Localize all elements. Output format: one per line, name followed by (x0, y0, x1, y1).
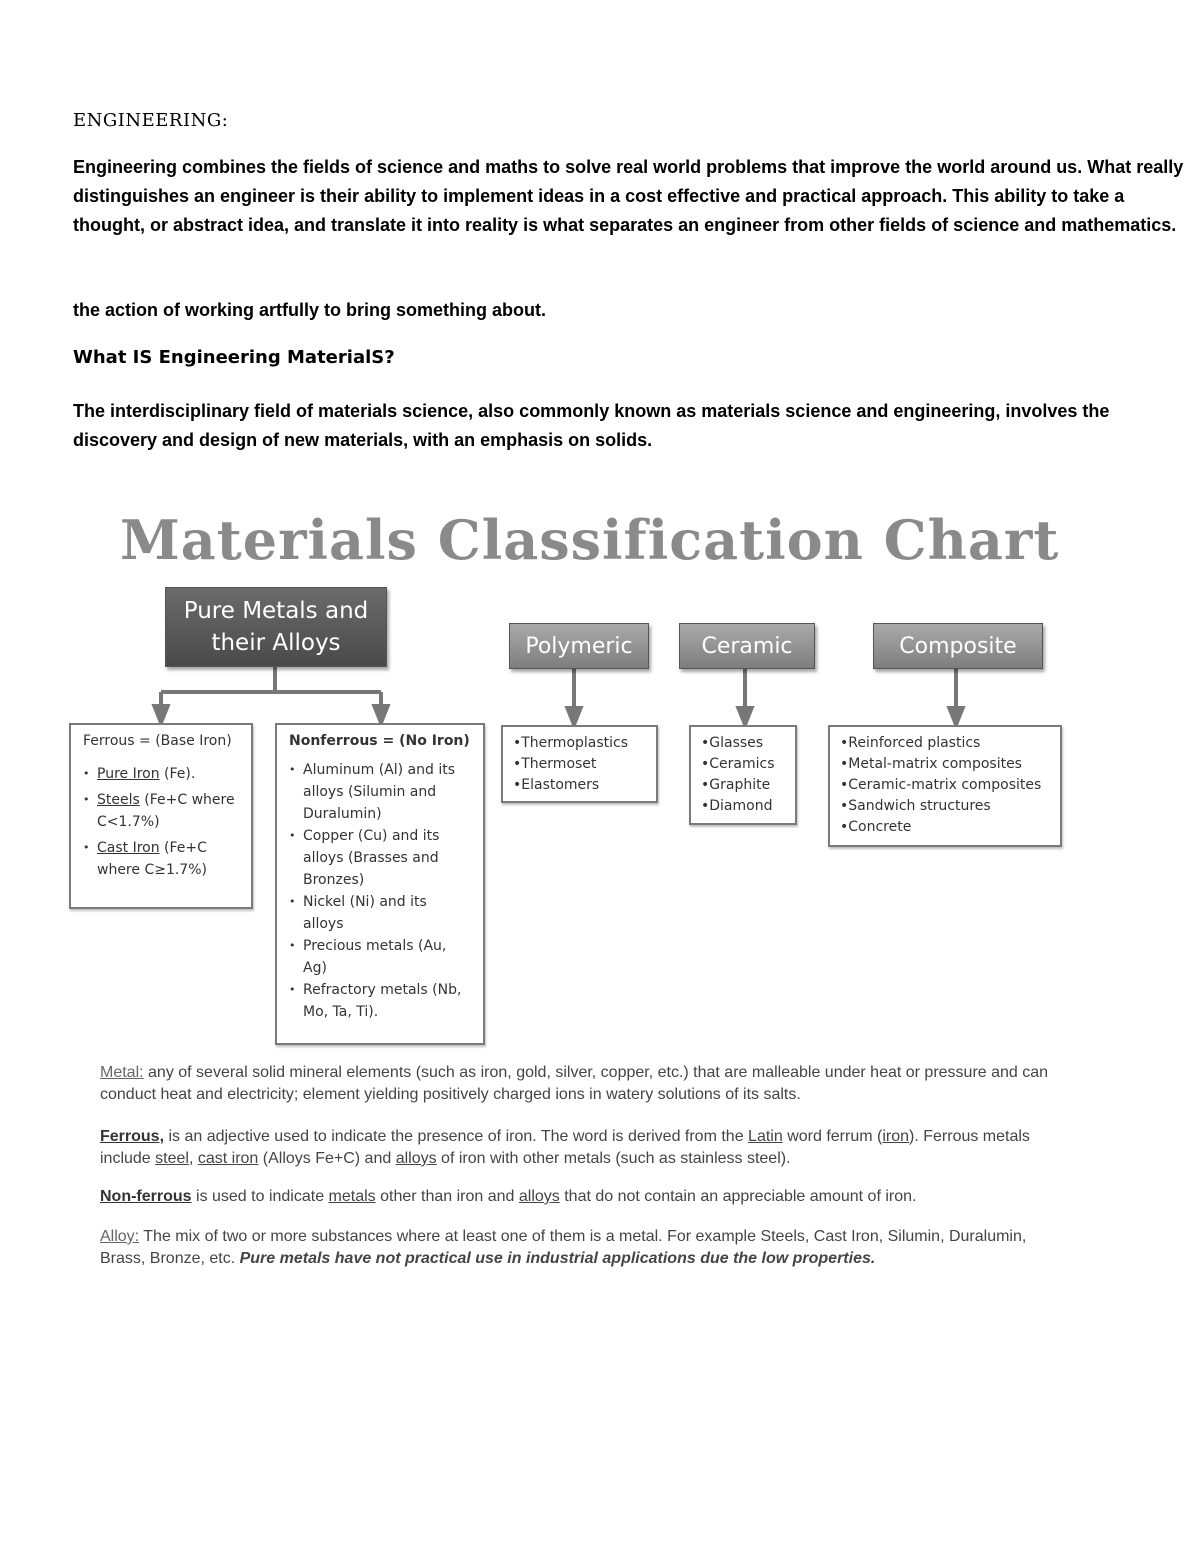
ceramic-category-box: Ceramic (679, 623, 815, 669)
list-item: • Nickel (Ni) and its alloys (289, 891, 471, 935)
list-item: •Thermoset (513, 756, 597, 772)
section-heading: What IS Engineering MaterialS? (73, 347, 395, 368)
list-item: •Ceramic-matrix composites (840, 777, 1042, 793)
list-item: •Sandwich structures (840, 798, 991, 814)
latin-link[interactable]: Latin (748, 1128, 783, 1145)
definition-text: word ferrum ( (782, 1128, 883, 1145)
page-title: ENGINEERING: (73, 110, 229, 131)
list-item-text: (Fe+C where C<1.7%) (97, 792, 235, 830)
list-item-text: (Fe). (159, 766, 196, 782)
steels-link[interactable]: Steels (97, 792, 140, 808)
text-fragment: science and (780, 401, 894, 421)
chart-title: Materials Classification Chart (120, 508, 1060, 572)
nonferrous-box (275, 723, 485, 1045)
list-item: • Aluminum (Al) and its alloys (Silumin and Duralumin) (289, 759, 471, 825)
definition-text: ). Ferrous metals include (100, 1128, 1030, 1167)
iron-link[interactable]: iron (882, 1128, 910, 1145)
ferrous-term-link[interactable]: Ferrous, (100, 1128, 165, 1145)
list-item: •Diamond (701, 798, 773, 814)
ferrous-header: Ferrous = (Base Iron) (83, 733, 232, 749)
intro-bold-sentence: Engineering combines the fields of science and maths to solve real world problems that improve the world around us. (73, 157, 1083, 177)
nonferrous-definition (100, 1186, 1060, 1208)
steel-link[interactable]: steel (155, 1150, 189, 1167)
definition-text: (Alloys Fe+C) and (258, 1150, 396, 1167)
text-fragment: The interdisciplinary field of (73, 401, 319, 421)
cast-iron-link[interactable]: cast iron (197, 1150, 259, 1167)
list-item: • Precious metals (Au, Ag) (289, 935, 471, 979)
nonferrous-header: Nonferrous = (No Iron) (289, 733, 470, 749)
list-item: •Concrete (840, 819, 912, 835)
emphasis-text: Pure metals have not practical use in industrial applications due the low properties. (239, 1250, 876, 1267)
list-item: •Ceramics (701, 756, 775, 772)
ferrous-box (69, 723, 253, 909)
list-item: •Metal-matrix composites (840, 756, 1022, 772)
definition-text: , (188, 1150, 198, 1167)
definition-line: the action of working artfully to bring something about. (73, 300, 546, 320)
polymeric-box (501, 725, 658, 803)
list-item (83, 837, 239, 881)
bold-fragment: materials (701, 401, 781, 421)
alloys-link[interactable]: alloys (395, 1150, 437, 1167)
alloy-term-link[interactable]: Alloy: (100, 1228, 140, 1245)
definition-text: other than iron and (375, 1188, 519, 1205)
alloys-link[interactable]: alloys (518, 1188, 560, 1205)
cast-iron-link[interactable]: Cast Iron (97, 840, 160, 856)
list-item (83, 763, 239, 785)
definition-text: of iron with other metals (such as stainless steel). (436, 1150, 791, 1167)
ferrous-list (83, 763, 239, 881)
text-fragment: , involves the discovery and design of new (73, 401, 1110, 450)
nonferrous-term-link[interactable]: Non-ferrous (100, 1188, 192, 1205)
list-item: •Thermoplastics (513, 735, 629, 751)
list-item: • Copper (Cu) and its alloys (Brasses and Bronzes) (289, 825, 471, 891)
metal-term-link[interactable]: Metal: (100, 1064, 144, 1081)
alloy-definition (100, 1226, 1030, 1270)
polymeric-category-box: Polymeric (509, 623, 649, 669)
text-fragment: , with an emphasis on solids. (403, 430, 653, 450)
definition-text: that do not contain an appreciable amount of iron. (559, 1188, 917, 1205)
metals-category-box: Pure Metals and their Alloys (165, 587, 387, 667)
nonferrous-list (289, 759, 471, 1023)
list-item: • Refractory metals (Nb, Mo, Ta, Ti). (289, 979, 471, 1023)
ferrous-definition (100, 1126, 1060, 1170)
metal-definition (100, 1062, 1060, 1106)
list-item (83, 789, 239, 833)
list-item: •Reinforced plastics (840, 735, 981, 751)
definition-text: is an adjective used to indicate the presence of iron. The word is derived from the (164, 1128, 749, 1145)
composite-category-box: Composite (873, 623, 1043, 669)
polymeric-list (513, 733, 646, 796)
bold-fragment: engineering (893, 401, 996, 421)
list-item: •Elastomers (513, 777, 600, 793)
metals-link[interactable]: metals (328, 1188, 376, 1205)
pure-iron-link[interactable]: Pure Iron (97, 766, 160, 782)
list-item: •Graphite (701, 777, 771, 793)
ceramic-list (701, 733, 785, 817)
definition-text: any of several solid mineral elements (such as iron, gold, silver, copper, etc.) that are malleable under heat or pressure and can conduct heat and electricity; element yielding positively charged ions in watery solutions of its salts. (100, 1064, 1049, 1103)
bold-fragment: materials (318, 401, 398, 421)
composite-box (828, 725, 1062, 847)
list-item-text: (Fe+C where C≥1.7%) (97, 840, 207, 878)
ceramic-box (689, 725, 797, 825)
bold-fragment: materials (324, 430, 404, 450)
intro-rest: What really distinguishes an engineer is their ability to implement ideas in a cost effective and practical approach. This ability to take a thought, or abstract idea, and translate it into reality is what separates an engineer from other fields of science and mathematics. (73, 157, 1184, 235)
definition-text: The mix of two or more substances where at least one of them is a metal. For example Steels, Cast Iron, Silumin, Duralumin, Brass, Bronze, etc. (100, 1228, 1027, 1267)
text-fragment: science, also commonly known as (397, 401, 702, 421)
list-item: •Glasses (701, 735, 764, 751)
composite-list (840, 733, 1050, 838)
definition-text: is used to indicate (191, 1188, 329, 1205)
